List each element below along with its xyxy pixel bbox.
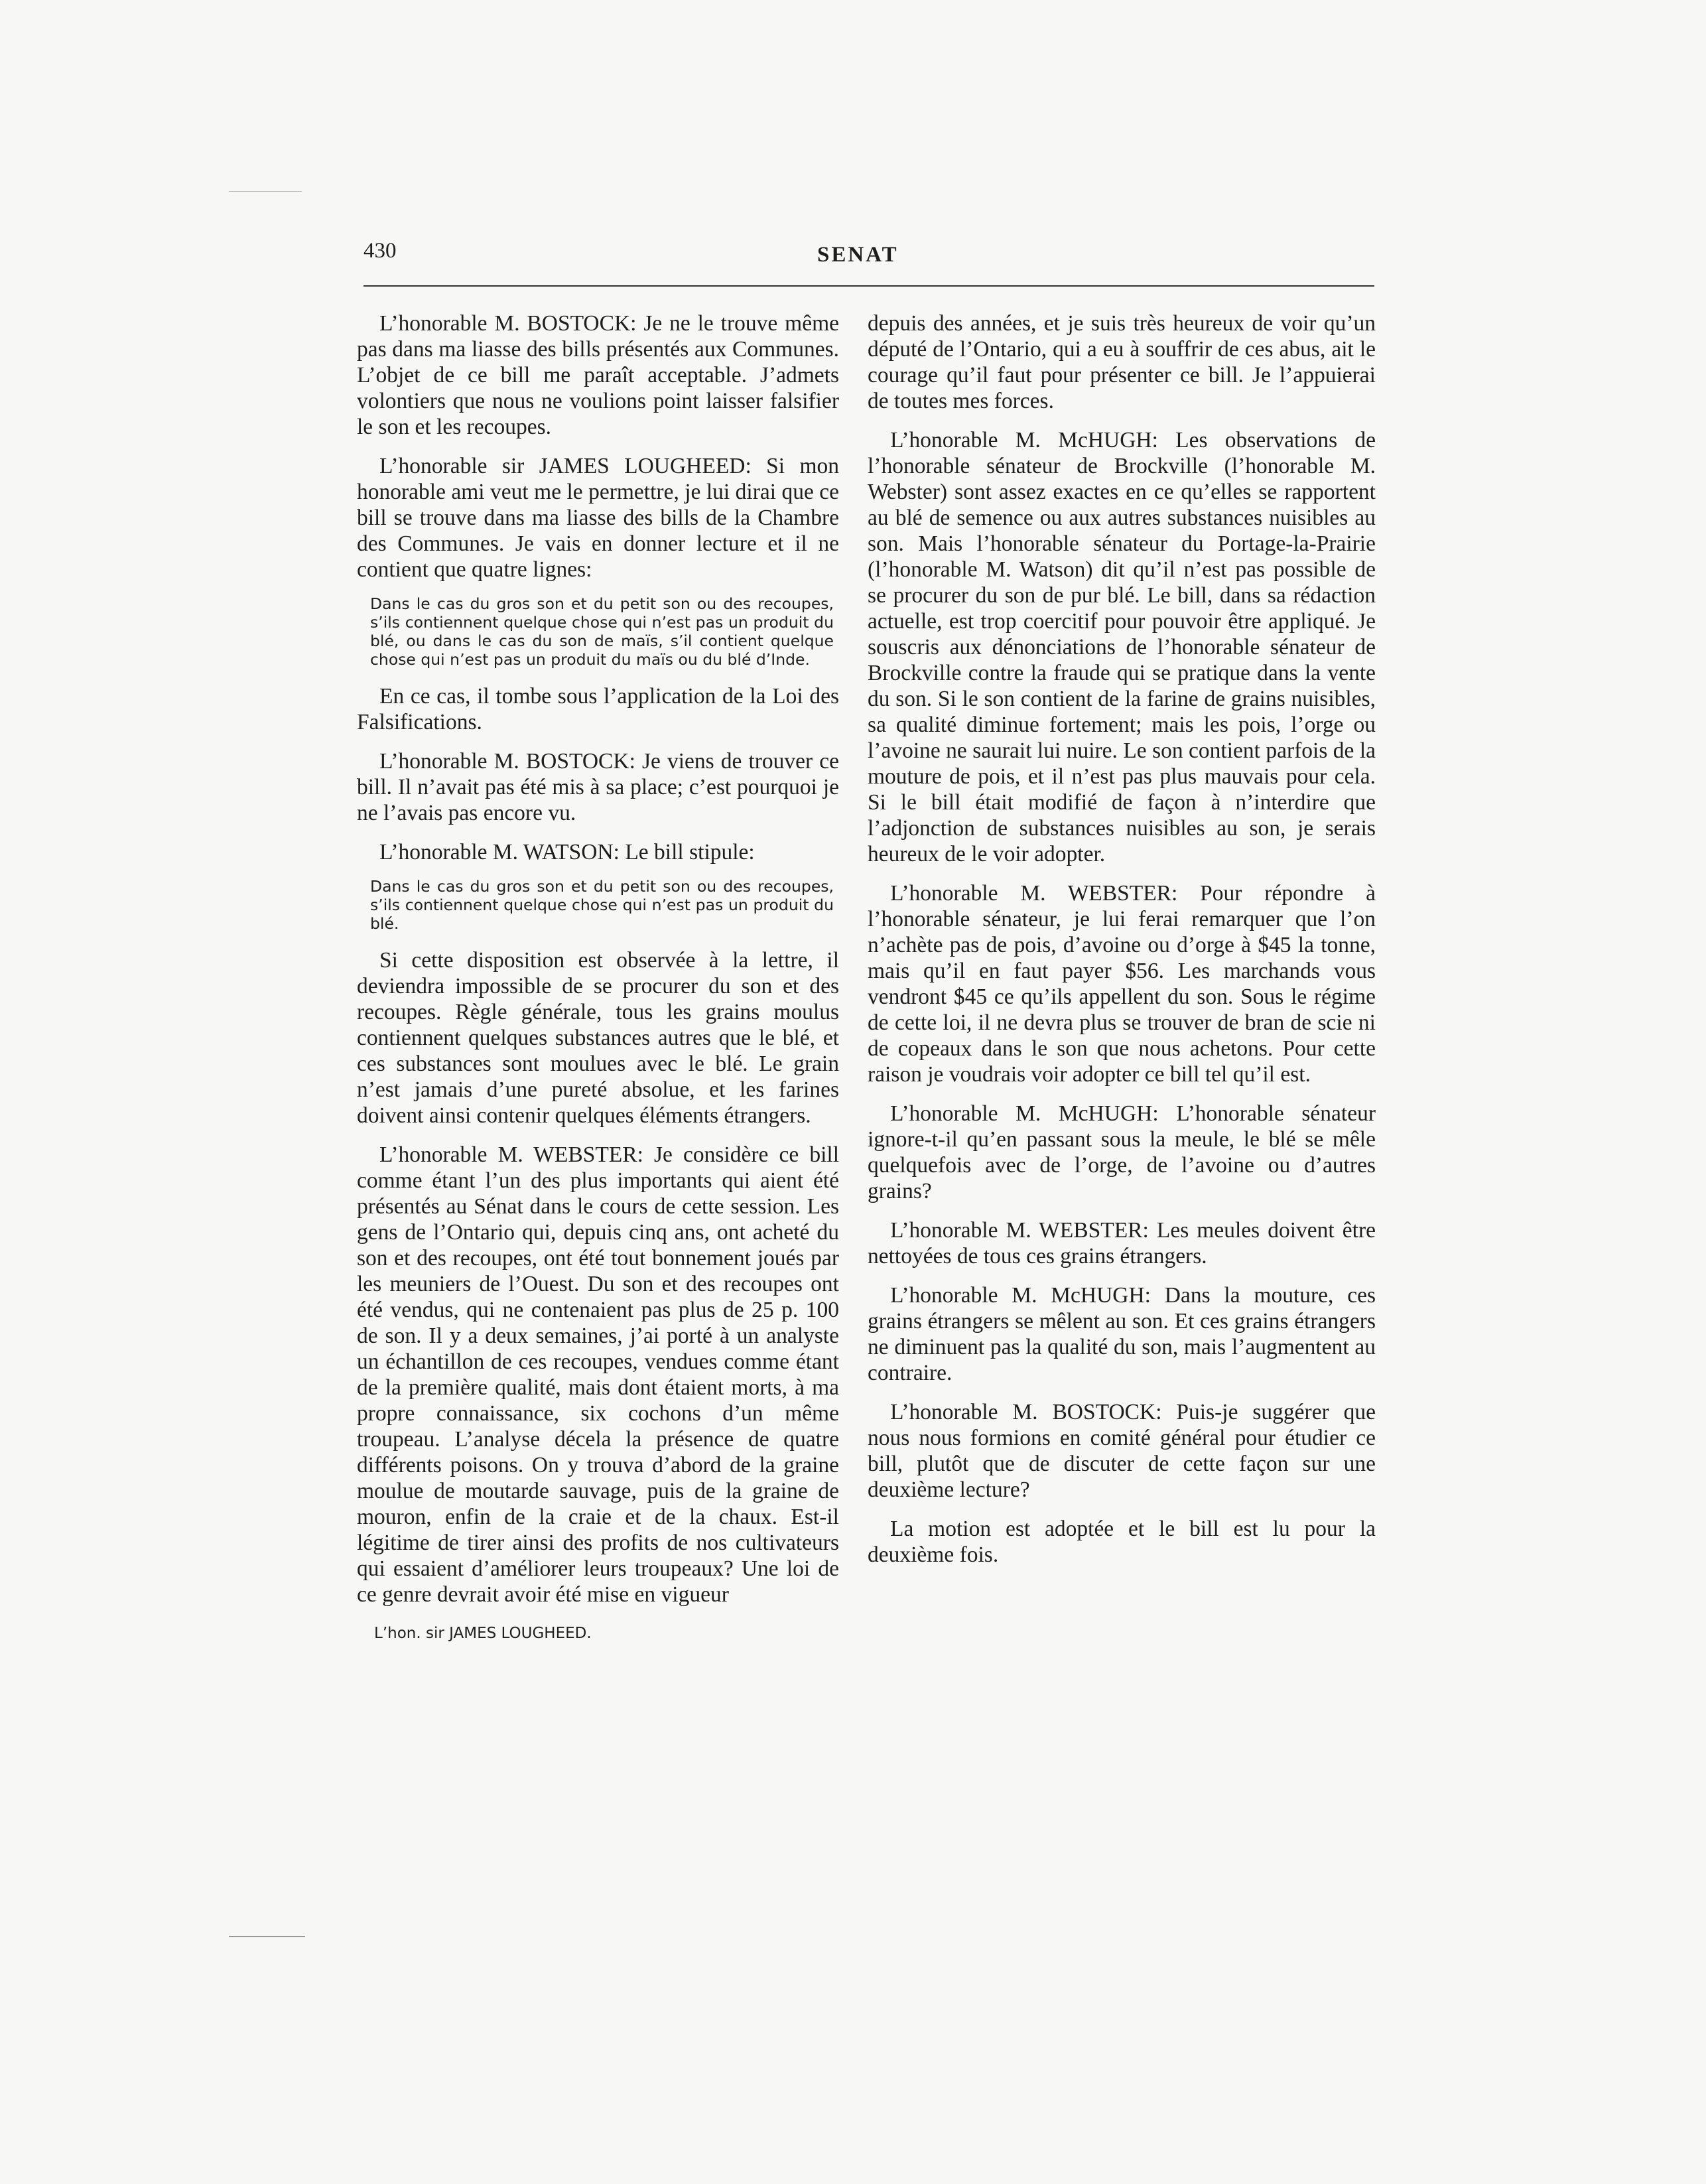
paragraph: L’honorable M. BOSTOCK: Je ne le trouve même pas dans ma liasse des bills présentés aux Communes. L’objet de ce bill me paraît acceptable. J’admets volontiers que nous ne voulions point laisser falsifier le son et les recoupes. bbox=[357, 311, 839, 439]
page-edge-line bbox=[229, 191, 302, 192]
paragraph: L’honorable M. WEBSTER: Je considère ce bill comme étant l’un des plus importants qui aient été présentés au Sénat dans le cours de cette session. Les gens de l’Ontario qui, depuis cinq ans, ont acheté du son et des recoupes, ont été tout bonnement joués par les meuniers de l’Ouest. Du son et des recoupes ont été vendus, qui ne contenaient pas plus de 25 p. 100 de son. Il y a deux semaines, j’ai porté à un analyste un échantillon de ces recoupes, vendues comme étant de la première qualité, mais dont étaient morts, à ma propre connaissance, six cochons d’un même troupeau. L’analyse décela la présence de quatre différents poisons. On y trouva d’abord de la graine moulue de moutarde sauvage, puis de la graine de mouron, enfin de la craie et de la chaux. Est-il légitime de tirer ainsi des profits de nos cultivateurs qui essaient d’améliorer leurs troupeaux? Une loi de ce genre devrait avoir été mise en vigueur bbox=[357, 1142, 839, 1607]
bill-quotation: Dans le cas du gros son et du petit son ou des recoupes, s’ils contiennent quelque chose qui n’est pas un produit du blé, ou dans le cas du son de maïs, s’il contient quelque chose qui n’est pas un produit du maïs ou du blé d’Inde. bbox=[370, 594, 834, 669]
paragraph: L’honorable M. McHUGH: Les observations de l’honorable sénateur de Brockville (l’honorable M. Webster) sont assez exactes en ce qu’elles se rapportent au blé de semence ou aux autres substances nuisibles au son. Mais l’honorable sénateur du Portage-la-Prairie (l’honorable M. Watson) dit qu’il n’est pas possible de se procurer du son de pur blé. Le bill, dans sa rédaction actuelle, est trop coercitif pour pouvoir être appliqué. Je souscris aux dénonciations de l’honorable sénateur de Brockville contre la fraude qui se pratique dans la vente du son. Si le son contient de la farine de grains nuisibles, sa qualité diminue fortement; mais les pois, l’orge ou l’avoine ne saurait lui nuire. Le son contient parfois de la mouture de pois, et il n’est pas plus mauvais pour cela. Si le bill était modifié de façon à n’interdire que l’adjonction de substances nuisibles au son, je serais heureux de le voir adopter. bbox=[868, 428, 1376, 866]
paragraph: L’honorable M. McHUGH: L’honorable sénateur ignore-t-il qu’en passant sous la meule, le blé se mêle quelquefois avec de l’orge, de l’avoine ou d’autres grains? bbox=[868, 1101, 1376, 1203]
paragraph: L’honorable M. WATSON: Le bill stipule: bbox=[379, 840, 755, 864]
page-number: 430 bbox=[363, 239, 397, 263]
paragraph: depuis des années, et je suis très heureux de voir qu’un député de l’Ontario, qui a eu à souffrir de ces abus, ait le courage qu’il faut pour présenter ce bill. Je l’appuierai de toutes mes forces. bbox=[868, 311, 1376, 413]
paragraph: L’honorable M. WEBSTER: Les meules doivent être nettoyées de tous ces grains étrangers. bbox=[868, 1218, 1376, 1268]
header-rule bbox=[363, 285, 1374, 287]
paragraph: L’honorable M. McHUGH: Dans la mouture, ces grains étrangers se mêlent au son. Et ces grains étrangers ne diminuent pas la qualité du son, mais l’augmentent au contraire. bbox=[868, 1283, 1376, 1385]
bottom-rule bbox=[229, 1936, 305, 1937]
paragraph: L’honorable M. BOSTOCK: Je viens de trouver ce bill. Il n’avait pas été mis à sa place; c’est pourquoi je ne l’avais pas encore vu. bbox=[357, 749, 839, 825]
paragraph: En ce cas, il tombe sous l’application de la Loi des Falsifications. bbox=[357, 684, 839, 734]
paragraph: Si cette disposition est observée à la lettre, il deviendra impossible de se procurer du son et des recoupes. Règle générale, tous les grains moulus contiennent quelques substances autres que le blé, et ces substances sont moulues avec le blé. Le grain n’est jamais d’une pureté absolue, et les farines doivent ainsi contenir quelques éléments étrangers. bbox=[357, 948, 839, 1128]
paragraph: L’honorable M. WEBSTER: Pour répondre à l’honorable sénateur, je lui ferai remarquer que l’on n’achète pas de pois, d’avoine ou d’orge à $45 la tonne, mais qu’il en faut payer $56. Les marchands vous vendront $45 ce qu’ils appellent du son. Sous le régime de cette loi, il ne devra plus se trouver de bran de scie ni de copeaux dans le son que nous achetons. Pour cette raison je voudrais voir adopter ce bill tel qu’il est. bbox=[868, 881, 1376, 1087]
bill-quotation: Dans le cas du gros son et du petit son ou des recoupes, s’ils contiennent quelque chose qui n’est pas un produit du blé. bbox=[370, 877, 834, 933]
running-head: SENAT bbox=[817, 243, 899, 267]
paragraph: La motion est adoptée et le bill est lu pour la deuxième fois. bbox=[868, 1517, 1376, 1567]
paragraph: L’honorable M. BOSTOCK: Puis-je suggérer que nous nous formions en comité général pour étudier ce bill, plutôt que de discuter de cette façon sur une deuxième lecture? bbox=[868, 1400, 1376, 1502]
footer-speaker-note: L’hon. sir JAMES LOUGHEED. bbox=[374, 1625, 592, 1642]
left-column bbox=[357, 310, 839, 1660]
right-column bbox=[868, 310, 1376, 1581]
paragraph: L’honorable sir JAMES LOUGHEED: Si mon honorable ami veut me le permettre, je lui dirai que ce bill se trouve dans ma liasse des bills de la Chambre des Communes. Je vais en donner lecture et il ne contient que quatre lignes: bbox=[357, 454, 839, 582]
